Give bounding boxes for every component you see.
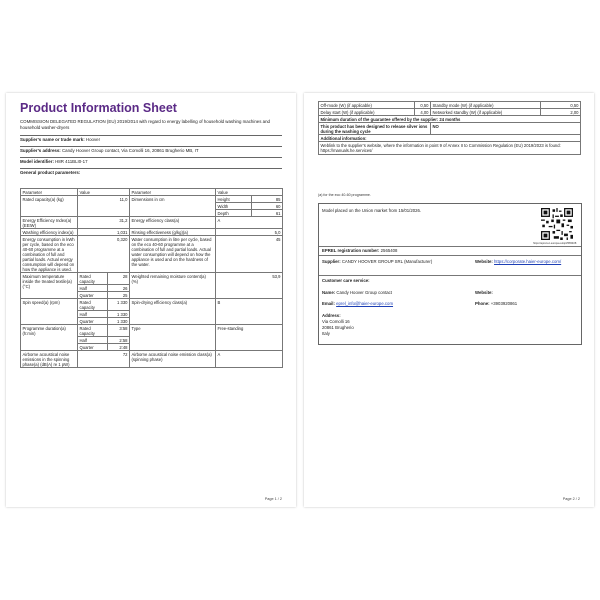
delay-value: 4,00: [415, 109, 431, 116]
washing-label: Washing efficiency index(a): [21, 229, 78, 236]
temp-quarter-value: 25: [108, 292, 130, 299]
duration-quarter-value: 2:48: [108, 344, 130, 351]
duration-half-value: 2:58: [108, 337, 130, 344]
eprel-label: EPREL registration number:: [322, 248, 380, 253]
email-row: [322, 301, 393, 306]
spin-rated-value: 1 330: [108, 299, 130, 311]
duration-rated-value: 3:58: [108, 325, 130, 337]
spin-class-value: B: [216, 299, 283, 325]
regulation-text: COMMISSION DELEGATED REGULATION (EU) 2019/2014 with regard to energy labelling of household washing machines and household washer-dryers: [20, 119, 270, 130]
dimensions-label: Dimensions in cm: [130, 196, 216, 217]
eprel-row: [322, 248, 397, 253]
type-label: Type: [130, 325, 216, 351]
height-value: 85: [252, 196, 283, 203]
weblink-text: Weblink to the supplier’s website, where the information in point 9 of Annex II to Commission Regulation (EU) 2019/2023 is found: https://manuals.he.services/: [319, 142, 581, 155]
divider: [319, 246, 581, 247]
footnote: (a) for the eco 40-60 programme.: [318, 193, 371, 197]
model-label: Model identifier:: [20, 159, 54, 164]
website-label: Website:: [475, 259, 493, 264]
phone-label: Phone:: [475, 301, 490, 306]
depth-value: 61: [252, 210, 283, 217]
energy-class-label: Energy efficiency class(a): [130, 217, 216, 229]
delay-label: Delay start (W) (if applicable): [319, 109, 415, 116]
noise-class-value: A: [216, 351, 283, 368]
water-consumption-value: 45: [216, 236, 283, 273]
table-row: [21, 351, 283, 368]
name-label: Name:: [322, 290, 336, 295]
address-line-2: 20861 Brugherio: [322, 325, 354, 330]
header-value: Value: [216, 189, 283, 196]
table-row: [319, 109, 581, 116]
model-row: [20, 157, 282, 164]
divider: [319, 255, 581, 256]
website2-label: Website:: [475, 290, 493, 295]
table-row: [319, 135, 581, 142]
capacity-label: Rated capacity(a) (kg): [21, 196, 78, 217]
silver-label: This product has been designed to release silver ions during the washing cycle: [319, 123, 431, 135]
table-header: [21, 189, 283, 196]
noise-class-label: Airborne acoustical noise emission class(a) (spinning phase): [130, 351, 216, 368]
supplier-address-label: Supplier’s address:: [20, 148, 61, 153]
noise-value: 72: [78, 351, 130, 368]
half-label: Half: [78, 337, 108, 344]
name-row: [322, 290, 392, 295]
standby-value: 0,50: [541, 102, 581, 109]
spin-half-value: 1 330: [108, 311, 130, 318]
capacity-value: 11,0: [78, 196, 130, 217]
noise-label: Airborne acoustical noise emissions in the spinning phase(a) (dB(A) re 1 pW): [21, 351, 78, 368]
table-row: [319, 123, 581, 135]
additional-label: Additional information:: [319, 135, 581, 142]
spin-class-label: Spin-drying efficiency class(a): [130, 299, 216, 325]
standby-label: Standby mode (W) (if applicable): [431, 102, 541, 109]
table-row: [319, 116, 581, 123]
page-title: Product Information Sheet: [20, 101, 177, 115]
temp-half-value: 26: [108, 285, 130, 292]
table-row: [319, 102, 581, 109]
placed-market-text: Model placed on the Union market from 15/01/2026.: [322, 208, 422, 213]
table-row: [21, 299, 283, 311]
temp-rated-value: 28: [108, 273, 130, 285]
address-line-3: Italy: [322, 331, 330, 336]
spin-quarter-value: 1 330: [108, 318, 130, 325]
depth-label: Depth: [216, 210, 252, 217]
quarter-label: Quarter: [78, 318, 108, 325]
height-label: Height: [216, 196, 252, 203]
quarter-label: Quarter: [78, 292, 108, 299]
supplier-name-label: Supplier’s name or trade mark:: [20, 137, 85, 142]
networked-value: 2,00: [541, 109, 581, 116]
website-row: [475, 259, 579, 264]
header-value: Value: [78, 189, 130, 196]
divider: [319, 275, 581, 276]
phone-row: [475, 301, 517, 306]
page-number: Page 2 / 2: [562, 497, 580, 501]
website-link[interactable]: https://corporate.haier-europe.com/: [494, 259, 562, 264]
moisture-label: Weighted remaining moisture content(a) (%): [130, 273, 216, 299]
table-row: [21, 217, 283, 229]
rinsing-label: Rinsing effectiveness (g/kg)(a): [130, 229, 216, 236]
care-label: Customer care service:: [322, 278, 370, 283]
supplier-label: Supplier:: [322, 259, 341, 264]
quarter-label: Quarter: [78, 344, 108, 351]
general-params-label: General product parameters:: [20, 170, 81, 175]
half-label: Half: [78, 311, 108, 318]
qr-url: https://eprel.ec.europa.eu/qr/2565408: [533, 242, 577, 245]
email-label: Email:: [322, 301, 335, 306]
eprel-box: [318, 203, 582, 345]
max-temp-label: Maximum temperature inside the treated textile(a) (°C): [21, 273, 78, 299]
offmode-label: Off-mode (W) (if applicable): [319, 102, 415, 109]
eei-value: 31,2: [78, 217, 130, 229]
supplier-name-value: Hoover: [85, 137, 101, 142]
page-2: [304, 93, 594, 507]
type-value: Free-standing: [216, 325, 283, 351]
guarantee-text: Minimum duration of the guarantee offered by the supplier: 24 months: [319, 116, 581, 123]
parameters-table: [20, 188, 283, 368]
networked-label: Networked standby (W) (if applicable): [431, 109, 541, 116]
qr-code-icon: [541, 208, 573, 240]
header-parameter: Parameter: [130, 189, 216, 196]
width-label: Width: [216, 203, 252, 210]
general-params-row: [20, 168, 282, 175]
phone-value: +3903920861: [490, 301, 518, 306]
rated-capacity-label: Rated capacity: [78, 325, 108, 337]
supplier-address-row: [20, 146, 282, 153]
eprel-value: 2565408: [380, 248, 398, 253]
table-row: [21, 196, 283, 203]
energy-consumption-value: 0,320: [78, 236, 130, 273]
duration-label: Programme duration(a) (h:min): [21, 325, 78, 351]
rated-capacity-label: Rated capacity: [78, 299, 108, 311]
rated-capacity-label: Rated capacity: [78, 273, 108, 285]
moisture-value: 53,9: [216, 273, 283, 299]
rinsing-value: 5,0: [216, 229, 283, 236]
address-line-1: Via Comolli 16: [322, 319, 350, 324]
email-link[interactable]: eprel_info@haier-europe.com: [336, 301, 394, 306]
supplier-name-row: [20, 135, 282, 142]
silver-value: NO: [431, 123, 581, 135]
width-value: 60: [252, 203, 283, 210]
page-1: [6, 93, 296, 507]
address-label: Address:: [322, 313, 341, 318]
offmode-value: 0,50: [415, 102, 431, 109]
supplier-row: [322, 259, 472, 264]
spin-speed-label: Spin speed(a) (rpm): [21, 299, 78, 325]
half-label: Half: [78, 285, 108, 292]
table-row: [21, 236, 283, 273]
eei-label: Energy Efficiency Index(a) (EEIW): [21, 217, 78, 229]
water-consumption-label: Water consumption in litre per cycle, based on the eco 40-60 programme at a combination of full and partial loads. Actual water consumption will depend on how the appliance is used and on the hardness of the water.: [130, 236, 216, 273]
energy-consumption-label: Energy consumption in kWh per cycle, based on the eco 40-60 programme at a combination of full and partial loads. Actual energy consumption will depend on how the appliance is used.: [21, 236, 78, 273]
table-row: [21, 273, 283, 285]
header-parameter: Parameter: [21, 189, 78, 196]
energy-class-value: A: [216, 217, 283, 229]
power-table: [318, 101, 581, 155]
table-row: [21, 229, 283, 236]
page-number: Page 1 / 2: [264, 497, 282, 501]
table-row: [21, 325, 283, 337]
supplier-address-value: Candy Hoover Group contact, Via Comolli 16, 20861 Brugherio MB, IT: [61, 148, 199, 153]
model-value: H8R 411BLI0-17: [55, 159, 88, 164]
table-row: [319, 142, 581, 155]
name-value: Candy Hoover Group contact: [336, 290, 392, 295]
washing-value: 1,031: [78, 229, 130, 236]
supplier-value: CANDY HOOVER GROUP SRL (Manufacturer): [341, 259, 433, 264]
